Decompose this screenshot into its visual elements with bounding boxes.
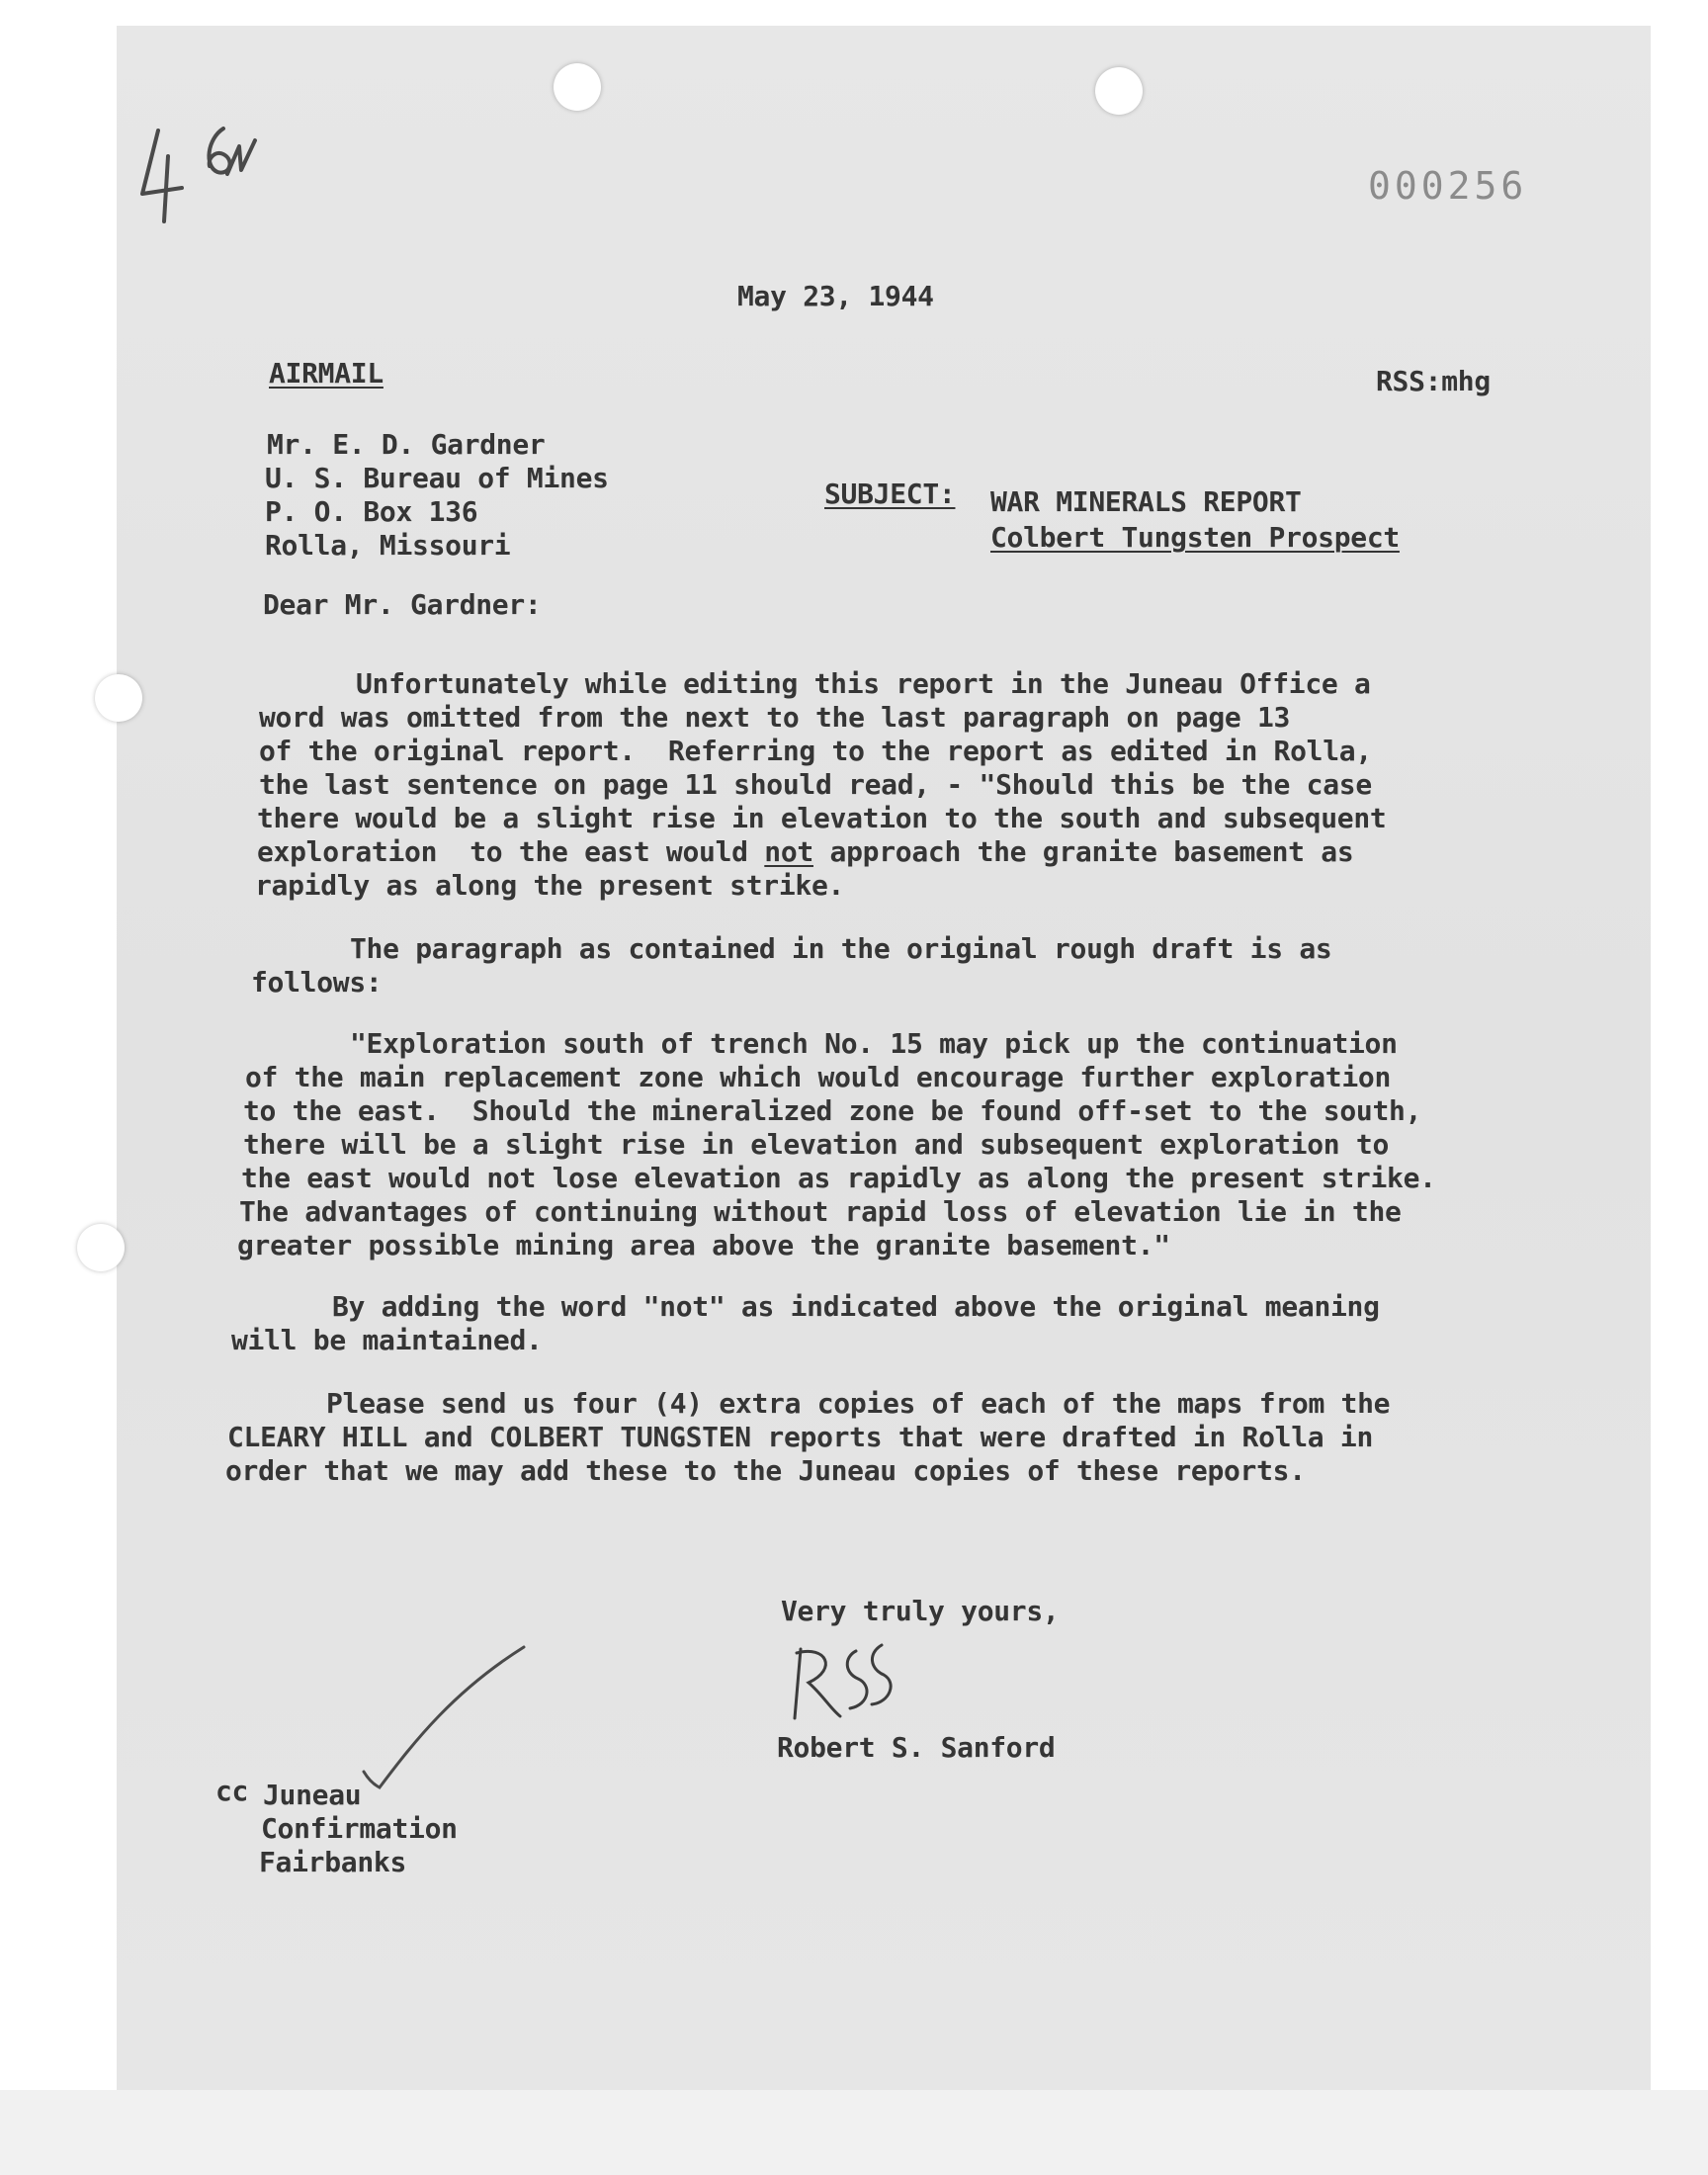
subject-title: WAR MINERALS REPORT (990, 485, 1302, 518)
paragraph-line: CLEARY HILL and COLBERT TUNGSTEN reports that were drafted in Rolla in (227, 1421, 1374, 1453)
recipient-line: P. O. Box 136 (265, 495, 478, 528)
recipient-line: Mr. E. D. Gardner (267, 428, 546, 461)
paragraph-line: follows: (251, 966, 383, 999)
signer-name: Robert S. Sanford (777, 1731, 1056, 1764)
paragraph-line: Unfortunately while editing this report in the Juneau Office a (356, 667, 1371, 700)
paragraph-line: The paragraph as contained in the original rough draft is as (350, 932, 1332, 965)
paragraph-line-text: approach the granite basement as (829, 835, 1354, 868)
paragraph-line-text: exploration to the east would (257, 835, 748, 868)
emphasized-word-not: not (764, 835, 813, 868)
paragraph-line: of the original report. Referring to the report as edited in Rolla, (259, 735, 1372, 767)
handwritten-file-number (128, 111, 267, 249)
paragraph-line: order that we may add these to the Juneau copies of these reports. (225, 1454, 1306, 1487)
handwritten-check-mark (356, 1641, 534, 1799)
subject-label: SUBJECT: (824, 478, 956, 510)
handwritten-signature (787, 1639, 905, 1728)
recipient-line: U. S. Bureau of Mines (265, 462, 609, 494)
punch-hole-top-right (1095, 67, 1143, 115)
cc-recipient: Confirmation (261, 1812, 458, 1845)
paragraph-line: the last sentence on page 11 should read, - "Should this be the case (259, 768, 1372, 801)
reference-initials: RSS:mhg (1376, 365, 1491, 397)
punch-hole-top-left (554, 63, 601, 111)
paragraph-line: word was omitted from the next to the last paragraph on page 13 (259, 701, 1291, 734)
paragraph-line: there will be a slight rise in elevation and subsequent exploration to (243, 1128, 1390, 1161)
paragraph-line: rapidly as along the present strike. (255, 869, 845, 902)
paragraph-line (257, 836, 1353, 868)
delivery-method: AIRMAIL (269, 357, 384, 390)
paragraph-line: will be maintained. (231, 1324, 543, 1356)
document-stamp-number: 000256 (1368, 164, 1528, 208)
paragraph-line: "Exploration south of trench No. 15 may pick up the continuation (350, 1027, 1398, 1060)
paragraph-line: Please send us four (4) extra copies of each of the maps from the (326, 1387, 1391, 1420)
recipient-line: Rolla, Missouri (265, 529, 511, 562)
paragraph-line: there would be a slight rise in elevation to the south and subsequent (257, 802, 1387, 834)
closing: Very truly yours, (781, 1595, 1060, 1627)
paragraph-line: The advantages of continuing without rapid loss of elevation lie in the (239, 1195, 1402, 1228)
cc-label: cc (215, 1775, 249, 1807)
subject-project: Colbert Tungsten Prospect (990, 521, 1400, 554)
punch-hole-side-lower (77, 1224, 125, 1271)
paragraph-line: to the east. Should the mineralized zone be found off-set to the south, (243, 1094, 1422, 1127)
paragraph-line: the east would not lose elevation as rapidly as along the present strike. (241, 1162, 1436, 1194)
punch-hole-side-upper (95, 674, 142, 722)
paragraph-line: greater possible mining area above the granite basement." (237, 1229, 1170, 1262)
paragraph-line: By adding the word "not" as indicated above the original meaning (332, 1290, 1380, 1323)
salutation: Dear Mr. Gardner: (263, 588, 542, 621)
paragraph-line: of the main replacement zone which would encourage further exploration (245, 1061, 1392, 1093)
cc-recipient: Fairbanks (259, 1846, 407, 1878)
cc-recipient: Juneau (263, 1779, 362, 1811)
letter-date: May 23, 1944 (737, 280, 934, 312)
page-bottom-margin (0, 2090, 1708, 2175)
